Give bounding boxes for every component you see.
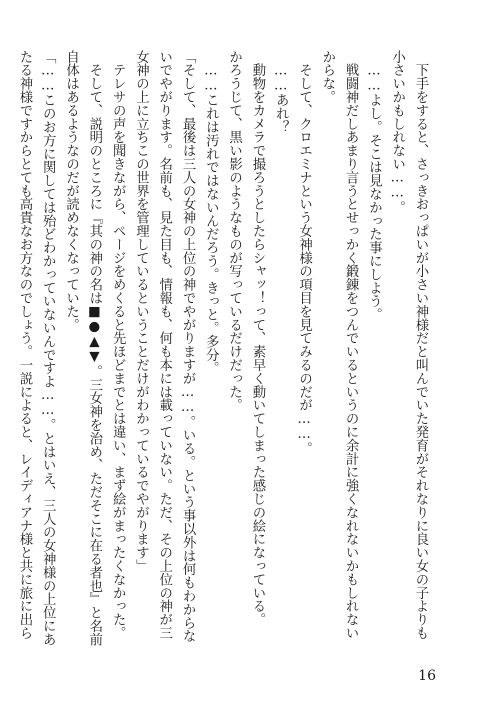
text-line: かろうじて、黒い影のようなものが写っているだけだった。 bbox=[226, 50, 242, 412]
text-line: 戦闘神だしあまり言うとせっかく鍛錬をつんでいるというのに余計に強くなれないかもしれない bbox=[343, 50, 359, 640]
text-line: 動物をカメラで撮ろうとしたらシャッ！って、素早く動いてしまった感じの絵になっている。 bbox=[249, 50, 265, 627]
page-number: 16 bbox=[418, 668, 436, 684]
text-line: そして、説明のところに『其の神の名は■●▲▼。三女神を治め、ただそこに在る者也』と名前 bbox=[86, 50, 102, 646]
text-line: いでやがります。名前も、見た目も、情報も、何も本には載っていない。ただ、その上位の神が三 bbox=[156, 50, 172, 640]
text-line: 「……このお方に関しては殆どわかっていないんですよ……。とはいえ、三人の女神様の上位にあ bbox=[40, 50, 56, 646]
text-line: そして、クロエミナという女神様の項目を見てみるのだが……。 bbox=[296, 50, 312, 456]
text-line: 下手をすると、さっきおっぱいが小さい神様だと叫んでいた発育がそれなりに良い女の子よりも bbox=[413, 50, 428, 640]
text-line: ……よし。そこは見なかった事にしよう。 bbox=[366, 50, 382, 322]
text-line: ……あれ？ bbox=[273, 50, 289, 134]
text-line: からな。 bbox=[319, 50, 335, 104]
vertical-text-body bbox=[13, 50, 432, 646]
text-line: 自体はあるようなのだが読めなくなっていた。 bbox=[63, 50, 79, 332]
text-line: テレサの声を聞きながら、ページをめくると先ほどまでとは違い、まず絵がまったくなかった。 bbox=[110, 50, 126, 640]
text-line: 女神の上に立ちこの世界を管理しているということだけがわかっているでやがります」 bbox=[133, 50, 149, 573]
text-line: たる神様ですからとても高貴なお方なのでしょう。一説によると、レイディアナ様と共に旅に出ら bbox=[16, 50, 32, 640]
text-line: 小さいかもしれない……。 bbox=[389, 50, 405, 214]
text-line: ……これは汚れではないんだろう。きっと。多分。 bbox=[203, 50, 219, 375]
text-line: 「そして、最後は三人の女神の上位の神でやがりますが……。いる。という事以外は何もわからな bbox=[180, 50, 196, 643]
